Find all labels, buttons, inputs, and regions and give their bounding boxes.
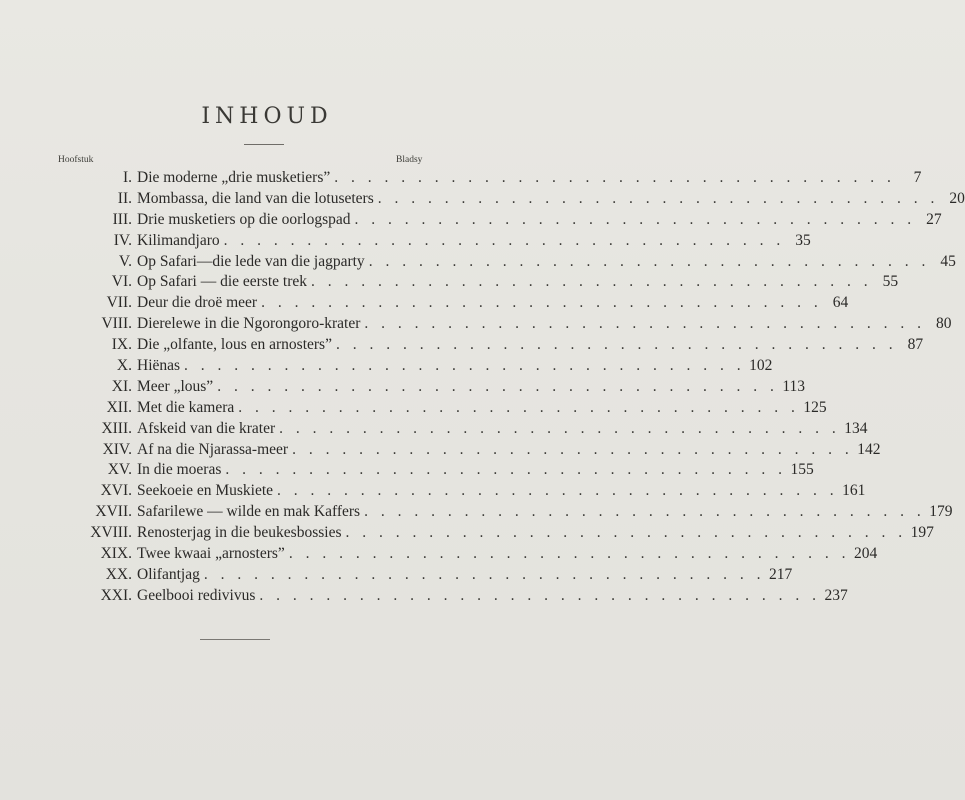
- toc-entry: [137, 523, 934, 544]
- chapter-number: XIV.: [102, 440, 132, 458]
- toc-entry: [137, 502, 953, 523]
- page-number: 27: [926, 210, 942, 228]
- chapter-number: XIX.: [100, 545, 132, 563]
- chapter-title: Op Safari — die eerste trek: [137, 273, 308, 291]
- chapter-number: XIII.: [101, 419, 132, 437]
- chapter-title: Met die kamera: [137, 398, 235, 416]
- dot-leader: . . . . . . . . . . . . . . . . . . . . . . . . . . . . . . . . . .: [368, 252, 930, 270]
- toc-entry: [137, 210, 942, 231]
- chapter-number: XVII.: [95, 503, 132, 521]
- chapter-title: Af na die Njarassa-meer: [137, 440, 289, 458]
- toc-entry: [137, 377, 805, 398]
- chapter-title: Meer „lous”: [137, 377, 214, 395]
- toc-row: [40, 586, 848, 607]
- chapter-number: XV.: [107, 461, 132, 479]
- page-number: 237: [824, 586, 848, 604]
- chapter-number: X.: [116, 357, 132, 375]
- page-number: 161: [842, 482, 866, 500]
- dot-leader: . . . . . . . . . . . . . . . . . . . . . . . . . . . . . . . . . .: [335, 336, 898, 354]
- dot-leader: . . . . . . . . . . . . . . . . . . . . . . . . . . . . . . . . . .: [225, 461, 787, 479]
- page-number: 155: [790, 461, 814, 479]
- dot-leader: . . . . . . . . . . . . . . . . . . . . . . . . . . . . . . . . . .: [364, 315, 926, 333]
- toc-entry: [137, 293, 849, 314]
- dot-leader: . . . . . . . . . . . . . . . . . . . . . . . . . . . . . . . . . .: [203, 565, 765, 583]
- toc-row: [40, 523, 934, 544]
- dot-leader: . . . . . . . . . . . . . . . . . . . . . . . . . . . . . . . . . .: [259, 586, 821, 604]
- toc-entry: [137, 544, 878, 565]
- page-number: 45: [940, 252, 956, 270]
- toc-entry: [137, 356, 773, 377]
- chapter-title: Renosterjag in die beukesbossies: [137, 524, 342, 542]
- chapter-number: XI.: [111, 377, 132, 395]
- toc-entry: [137, 398, 827, 419]
- toc-row: [40, 544, 878, 565]
- chapter-title: Olifantjag: [137, 565, 200, 583]
- chapter-title: Drie musketiers op die oorlogspad: [137, 210, 351, 228]
- chapter-number: XXI.: [100, 586, 132, 604]
- chapter-title: In die moeras: [137, 461, 222, 479]
- page-number: 55: [882, 273, 899, 291]
- page-number: 7: [913, 169, 922, 186]
- toc-entry: [137, 481, 866, 502]
- chapter-number: XII.: [106, 398, 132, 416]
- chapter-number: VII.: [106, 294, 132, 312]
- toc-row: [40, 189, 965, 210]
- chapter-number: IV.: [113, 231, 132, 249]
- toc-row: [40, 565, 793, 586]
- toc-row: [40, 210, 942, 231]
- chapter-title: Op Safari—die lede van die jagparty: [137, 252, 365, 270]
- chapter-title: Seekoeie en Muskiete: [137, 482, 274, 500]
- page-number: 113: [782, 377, 805, 395]
- page-number: 204: [853, 545, 878, 563]
- page-number: 64: [832, 294, 849, 312]
- chapter-title: Deur die droë meer: [137, 294, 258, 312]
- toc-row: [40, 335, 924, 356]
- title-divider: [244, 144, 284, 145]
- dot-leader: . . . . . . . . . . . . . . . . . . . . . . . . . . . . . . . . . .: [277, 482, 839, 500]
- table-of-contents: [40, 168, 965, 607]
- dot-leader: . . . . . . . . . . . . . . . . . . . . . . . . . . . . . . . . . .: [217, 377, 779, 395]
- dot-leader: . . . . . . . . . . . . . . . . . . . . . . . . . . . . . . . . . .: [334, 169, 896, 186]
- toc-row: [40, 377, 805, 398]
- dot-leader: . . . . . . . . . . . . . . . . . . . . . . . . . . . . . . . . . .: [261, 294, 823, 312]
- toc-entry: [137, 586, 848, 607]
- page-number: 197: [910, 524, 934, 542]
- chapter-title: Safarilewe — wilde en mak Kaffers: [137, 503, 361, 521]
- toc-entry: [137, 231, 811, 252]
- toc-entry: [137, 419, 868, 440]
- page-number: 87: [907, 336, 924, 354]
- chapter-title: Afskeid van die krater: [137, 419, 276, 437]
- dot-leader: . . . . . . . . . . . . . . . . . . . . . . . . . . . . . . . . . .: [354, 210, 916, 228]
- page-number: 217: [768, 565, 793, 583]
- chapter-title: Twee kwaai „arnosters”: [137, 545, 285, 563]
- toc-entry: [137, 314, 952, 335]
- column-header-page: Bladsy: [396, 155, 423, 165]
- toc-row: [40, 314, 952, 335]
- toc-row: [40, 252, 956, 273]
- page-number: 20: [949, 189, 965, 207]
- page-number: 134: [844, 419, 868, 437]
- chapter-number: I.: [122, 169, 132, 186]
- chapter-number: VIII.: [101, 315, 132, 333]
- toc-row: [40, 419, 868, 440]
- toc-row: [40, 502, 953, 523]
- toc-row: [40, 293, 849, 314]
- toc-row: [40, 356, 773, 377]
- page-number: 35: [795, 231, 811, 249]
- dot-leader: . . . . . . . . . . . . . . . . . . . . . . . . . . . . . . . . . .: [279, 419, 841, 437]
- bottom-divider: [200, 639, 270, 640]
- toc-row: [40, 481, 866, 502]
- page-number: 179: [929, 503, 953, 521]
- chapter-number: XVIII.: [90, 524, 132, 542]
- toc-row: [40, 440, 881, 461]
- toc-entry: [137, 272, 899, 293]
- chapter-title: Hiënas: [137, 357, 181, 375]
- chapter-title: Die moderne „drie musketiers”: [137, 169, 331, 186]
- chapter-title: Mombassa, die land van die lotuseters: [137, 189, 374, 207]
- toc-entry: [137, 252, 956, 273]
- toc-row: [40, 272, 899, 293]
- chapter-number: XX.: [105, 565, 132, 583]
- page-number: 142: [857, 440, 881, 458]
- chapter-number: IX.: [111, 336, 132, 354]
- toc-entry: [137, 189, 965, 210]
- toc-entry: [137, 335, 924, 356]
- dot-leader: . . . . . . . . . . . . . . . . . . . . . . . . . . . . . . . . . .: [184, 357, 746, 375]
- dot-leader: . . . . . . . . . . . . . . . . . . . . . . . . . . . . . . . . . .: [345, 524, 907, 542]
- page-number: 102: [749, 357, 773, 375]
- chapter-title: Dierelewe in die Ngorongoro-krater: [137, 315, 361, 333]
- dot-leader: . . . . . . . . . . . . . . . . . . . . . . . . . . . . . . . . . .: [364, 503, 926, 521]
- chapter-number: V.: [118, 252, 132, 270]
- toc-entry: [137, 460, 814, 481]
- dot-leader: . . . . . . . . . . . . . . . . . . . . . . . . . . . . . . . . . .: [238, 398, 800, 416]
- page-number: 125: [803, 398, 827, 416]
- dot-leader: . . . . . . . . . . . . . . . . . . . . . . . . . . . . . . . . . .: [223, 231, 785, 249]
- toc-row: [40, 398, 827, 419]
- toc-row: [40, 460, 814, 481]
- toc-entry: [137, 168, 922, 189]
- page-title: INHOUD: [201, 104, 333, 129]
- chapter-title: Die „olfante, lous en arnosters”: [137, 336, 332, 354]
- chapter-number: II.: [117, 189, 132, 207]
- toc-row: [40, 168, 922, 189]
- chapter-title: Geelbooi redivivus: [137, 586, 256, 604]
- toc-entry: [137, 565, 793, 586]
- chapter-number: VI.: [111, 273, 132, 291]
- dot-leader: . . . . . . . . . . . . . . . . . . . . . . . . . . . . . . . . . .: [311, 273, 873, 291]
- dot-leader: . . . . . . . . . . . . . . . . . . . . . . . . . . . . . . . . . .: [292, 440, 854, 458]
- toc-entry: [137, 440, 881, 461]
- toc-row: [40, 231, 811, 252]
- chapter-title: Kilimandjaro: [137, 231, 220, 249]
- dot-leader: . . . . . . . . . . . . . . . . . . . . . . . . . . . . . . . . . .: [377, 189, 939, 207]
- chapter-number: III.: [112, 210, 132, 228]
- chapter-number: XVI.: [100, 482, 132, 500]
- column-header-chapter: Hoofstuk: [58, 155, 94, 165]
- dot-leader: . . . . . . . . . . . . . . . . . . . . . . . . . . . . . . . . . .: [288, 545, 850, 563]
- page-number: 80: [936, 315, 952, 333]
